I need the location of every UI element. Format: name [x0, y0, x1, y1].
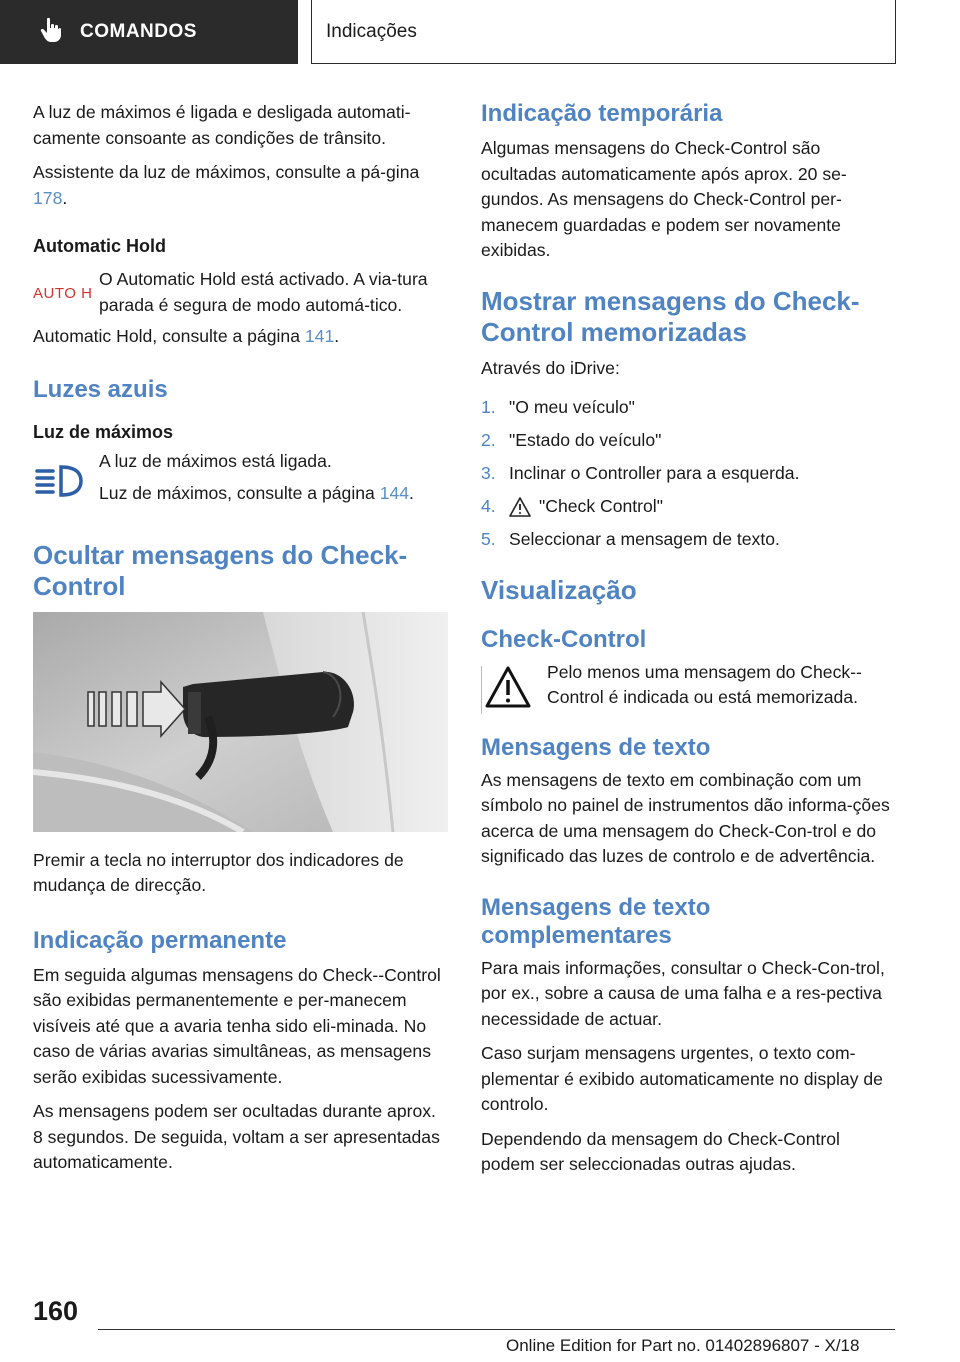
- high-beam-row: [33, 449, 448, 516]
- list-item: [481, 395, 896, 421]
- check-control-row: [481, 660, 896, 714]
- high-beam-icon: [33, 449, 99, 499]
- paragraph-high-beam-assistant: [33, 160, 448, 211]
- step-number: 3.: [481, 463, 496, 483]
- step-text: "Estado do veículo": [509, 430, 662, 450]
- steps-list: [481, 395, 896, 553]
- heading-high-beam: Luz de máximos: [33, 421, 174, 442]
- left-column: [33, 100, 448, 1185]
- step-text: "Check Control": [539, 496, 663, 516]
- heading-temporary-indication: Indicação temporária: [481, 100, 723, 127]
- paragraph-auto-hold-ref: [33, 324, 448, 350]
- paragraph-complementary-2: Caso surjam mensagens urgentes, o texto com-plementar é exibido automaticamente no display de controlo.: [481, 1043, 883, 1114]
- text: Luz de máximos, consulte a página: [99, 483, 380, 503]
- edition-text: Online Edition for Part no. 01402896807 - X/18: [506, 1336, 860, 1355]
- text: .: [62, 187, 68, 208]
- step-number: 1.: [481, 397, 496, 417]
- auto-hold-icon-label: AUTO H: [33, 285, 93, 302]
- step-number: 5.: [481, 529, 496, 549]
- paragraph-high-beam-ref: [99, 481, 448, 507]
- list-item: [481, 527, 896, 553]
- page-number: 160: [33, 1296, 79, 1326]
- heading-automatic-hold: Automatic Hold: [33, 236, 166, 256]
- warning-triangle-icon: [509, 494, 531, 520]
- paragraph-via-idrive: Através do iDrive:: [481, 357, 620, 378]
- heading-complementary-messages: Mensagens de texto complementares: [481, 893, 711, 949]
- step-text: "O meu veículo": [509, 397, 635, 417]
- list-item: [481, 461, 896, 487]
- paragraph-high-beam-auto: A luz de máximos é ligada e desligada automati-camente consoante as condições de trânsito.: [33, 102, 411, 148]
- heading-show-stored-messages: Mostrar mensagens do Check-Control memorizadas: [481, 285, 860, 347]
- paragraph-temporary: Algumas mensagens do Check-Control são ocultadas automaticamente após aprox. 20 se-gundos. As mensagens do Check-Control per-manecem guardadas e podem ser novamente exibidas.: [481, 138, 847, 260]
- high-beam-text: A luz de máximos está ligada.: [99, 450, 332, 471]
- text: .: [334, 326, 340, 346]
- footer-divider: [98, 1329, 895, 1330]
- page-link-144[interactable]: 144: [379, 483, 410, 503]
- high-beam-description: [99, 449, 448, 516]
- step-text: Seleccionar a mensagem de texto.: [509, 529, 780, 549]
- page-link-178[interactable]: 178: [33, 187, 63, 208]
- paragraph-complementary-1: Para mais informações, consultar o Check-Con-trol, por ex., sobre a causa de uma falha e a res-pectiva necessidade de actuar.: [481, 957, 885, 1029]
- turn-signal-lever-photo: [33, 612, 448, 832]
- hand-pointer-icon: [40, 17, 62, 48]
- tab-commands[interactable]: [0, 0, 298, 64]
- heading-hide-messages: Ocultar mensagens do Check-Control: [33, 539, 408, 601]
- text: Assistente da luz de máximos, consulte a pá-gina: [33, 162, 420, 182]
- tab-indications-label: Indicações: [326, 20, 417, 42]
- heading-text-messages: Mensagens de texto: [481, 733, 711, 761]
- auto-hold-icon: [33, 267, 99, 302]
- check-control-description: [547, 660, 896, 711]
- tab-commands-label: COMANDOS: [80, 21, 197, 42]
- tab-indications[interactable]: [311, 0, 896, 64]
- heading-check-control: Check-Control: [481, 625, 647, 653]
- paragraph-permanent-2: As mensagens podem ser ocultadas durante aprox. 8 segundos. De seguida, voltam a ser apresentadas automaticamente.: [33, 1101, 440, 1172]
- step-number: 2.: [481, 430, 496, 450]
- right-column: [481, 100, 896, 1187]
- paragraph-text-messages: As mensagens de texto em combinação com um símbolo no painel de instrumentos dão informa-ções acerca de uma mensagem do Check-Con-trol e do significado das luzes de controlo e de advertência.: [481, 769, 890, 866]
- page-link-141[interactable]: 141: [304, 326, 335, 346]
- auto-hold-row: [33, 267, 448, 318]
- step-text: Inclinar o Controller para a esquerda.: [509, 463, 800, 483]
- list-item: [481, 428, 896, 454]
- auto-hold-text: O Automatic Hold está activado. A via-tura parada é segura de modo automá-tico.: [99, 269, 428, 315]
- heading-permanent-indication: Indicação permanente: [33, 926, 287, 954]
- page-header: [0, 0, 960, 66]
- list-item: [481, 494, 896, 520]
- heading-display: Visualização: [481, 574, 637, 605]
- paragraph-permanent-1: Em seguida algumas mensagens do Check--Control são exibidas permanentemente e per-manecem visíveis até que a avaria tenha sido eli-minada. No caso de várias avarias simultâneas, as mensagens serão exibidas sucessivamente.: [33, 964, 441, 1087]
- auto-hold-description: [99, 267, 448, 318]
- heading-blue-lights: Luzes azuis: [33, 375, 168, 403]
- paragraph-press-key: Premir a tecla no interruptor dos indicadores de mudança de direcção.: [33, 849, 404, 895]
- paragraph-complementary-3: Dependendo da mensagem do Check-Control podem ser seleccionadas outras ajudas.: [481, 1128, 840, 1174]
- text: Automatic Hold, consulte a página: [33, 326, 305, 346]
- text: .: [409, 483, 414, 503]
- check-control-warning-icon: [481, 660, 547, 714]
- step-number: 4.: [481, 496, 496, 516]
- check-control-text: Pelo menos uma mensagem do Check--Control é indicada ou está memorizada.: [547, 661, 862, 707]
